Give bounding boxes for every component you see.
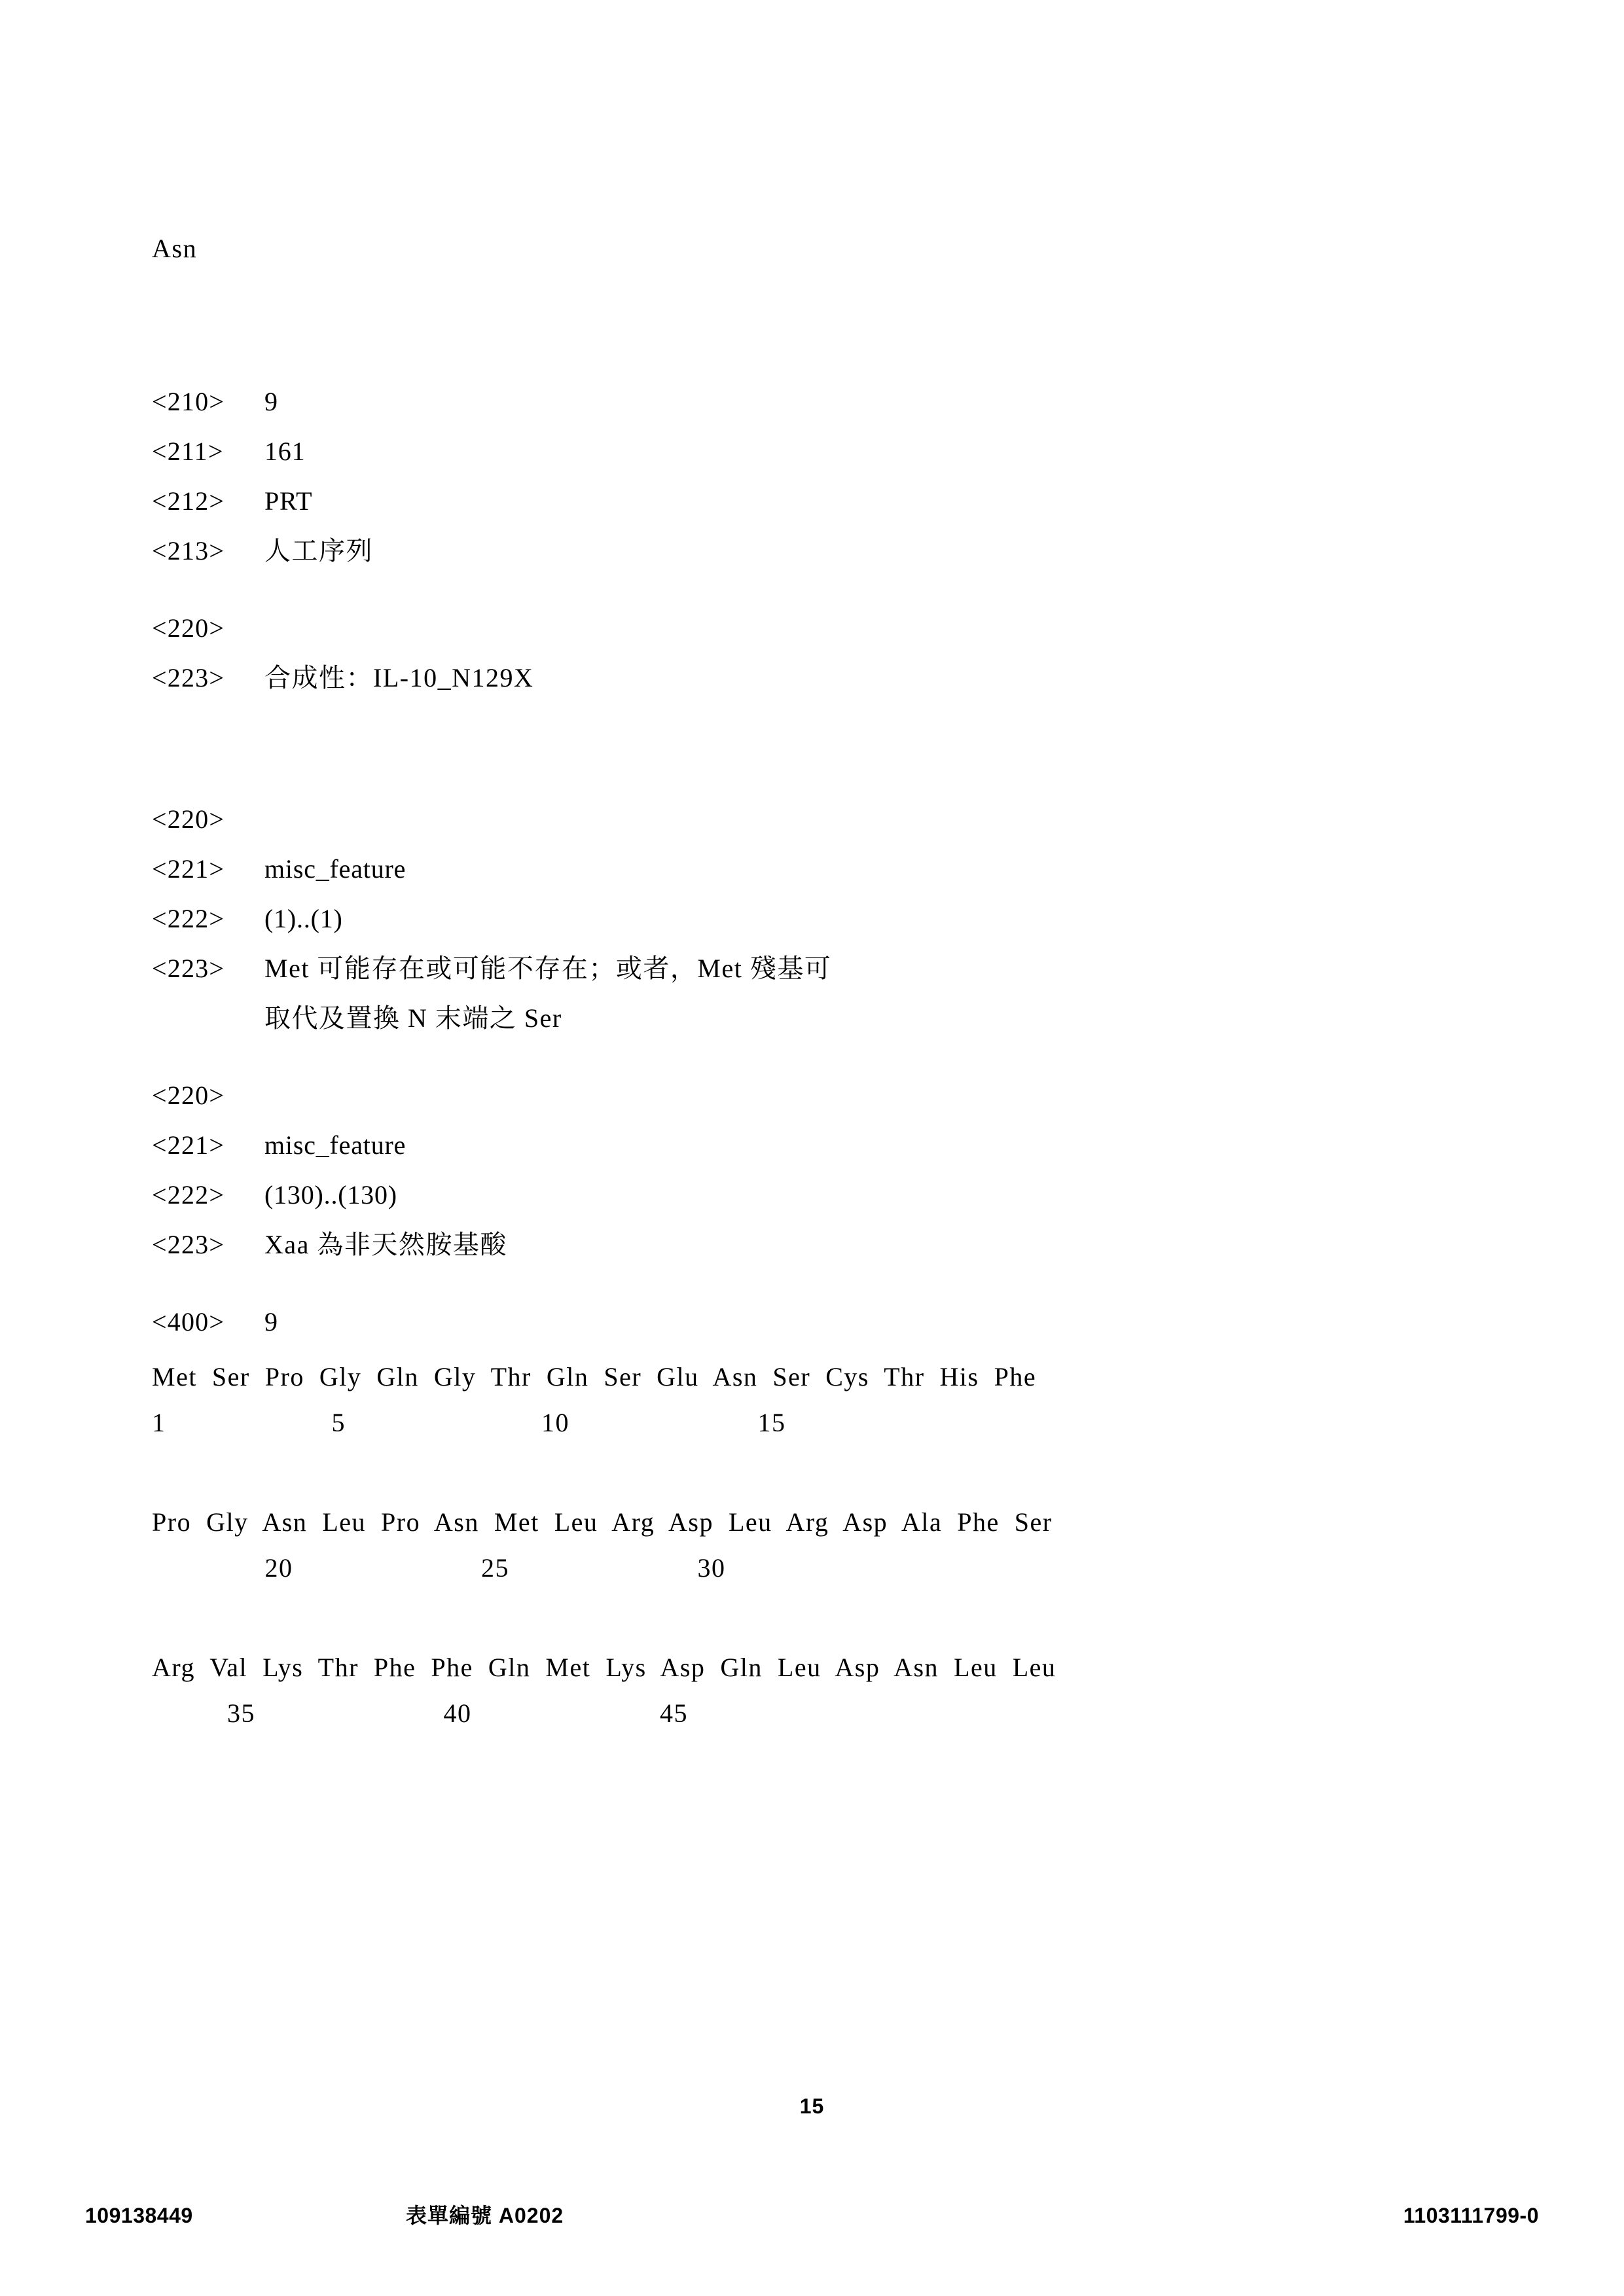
sequence-residues-2: Pro Gly Asn Leu Pro Asn Met Leu Arg Asp Leu Arg Asp Ala Phe Ser <box>152 1507 1053 1537</box>
feature-location-row-1 <box>152 906 1461 932</box>
page-content <box>152 236 1461 1727</box>
organism-value: 人工序列 <box>264 536 373 565</box>
feature-note-row-1 <box>152 956 1461 982</box>
feature-key-row-2 <box>152 1132 1461 1158</box>
description-value: 合成性：IL-10_N129X <box>264 663 534 692</box>
feature-note-value-1a: Met 可能存在或可能不存在；或者，Met 殘基可 <box>264 954 832 983</box>
tag-223-1: <223> <box>152 663 225 692</box>
continued-residue: Asn <box>152 234 198 263</box>
tag-400: <400> <box>152 1307 225 1336</box>
type-row <box>152 488 1461 514</box>
seq-id-row <box>152 389 1461 415</box>
tag-211: <211> <box>152 437 224 466</box>
feature-header-row-1 <box>152 615 1461 641</box>
tag-212: <212> <box>152 486 225 516</box>
feature-key-value-1: misc_feature <box>264 854 406 884</box>
sequence-residues-3: Arg Val Lys Thr Phe Phe Gln Met Lys Asp Gln Leu Asp Asn Leu Leu <box>152 1653 1056 1682</box>
feature-note-row-2 <box>152 1232 1461 1258</box>
sequence-line-1 <box>152 1364 1461 1436</box>
footer-form-number: 表單編號 A0202 <box>406 2204 564 2227</box>
sequence-residues-1: Met Ser Pro Gly Gln Gly Thr Gln Ser Glu Asn Ser Cys Thr His Phe <box>152 1362 1037 1391</box>
footer-document-code: 1103111799-0 <box>1403 2204 1539 2227</box>
footer-application-number: 109138449 <box>85 2204 193 2227</box>
sequence-label-value: 9 <box>264 1307 278 1336</box>
tag-221-2: <221> <box>152 1130 225 1160</box>
length-row <box>152 439 1461 465</box>
sequence-line-3 <box>152 1655 1461 1727</box>
feature-note-value-1b: 取代及置換 N 末端之 Ser <box>264 1003 562 1033</box>
feature-location-value-2: (130)..(130) <box>264 1180 397 1210</box>
feature-location-row-2 <box>152 1182 1461 1208</box>
tag-220-2: <220> <box>152 804 225 834</box>
sequence-line-2 <box>152 1509 1461 1581</box>
tag-213: <213> <box>152 536 225 565</box>
tag-222-2: <222> <box>152 1180 225 1210</box>
feature-note-value-2a: Xaa 為非天然胺基酸 <box>264 1230 507 1259</box>
page-footer <box>85 2199 1539 2229</box>
type-value: PRT <box>264 486 313 516</box>
tag-210: <210> <box>152 387 225 416</box>
description-row <box>152 665 1461 691</box>
page-number: 15 <box>799 2094 825 2118</box>
feature-header-row-3 <box>152 1083 1461 1109</box>
feature-key-value-2: misc_feature <box>264 1130 406 1160</box>
tag-223-2: <223> <box>152 954 225 983</box>
feature-location-value-1: (1)..(1) <box>264 904 343 933</box>
seq-id-value: 9 <box>264 387 278 416</box>
tag-220-1: <220> <box>152 613 225 643</box>
tag-220-3: <220> <box>152 1081 225 1110</box>
feature-header-row-2 <box>152 806 1461 833</box>
tag-222-1: <222> <box>152 904 225 933</box>
feature-key-row-1 <box>152 856 1461 882</box>
organism-row <box>152 538 1461 564</box>
sequence-label-row <box>152 1309 1461 1335</box>
sequence-numbers-3: 35 40 45 <box>152 1698 688 1728</box>
length-value: 161 <box>264 437 306 466</box>
sequence-numbers-1: 1 5 10 15 <box>152 1408 786 1437</box>
tag-221-1: <221> <box>152 854 225 884</box>
tag-223-3: <223> <box>152 1230 225 1259</box>
sequence-numbers-2: 20 25 30 <box>152 1553 726 1583</box>
